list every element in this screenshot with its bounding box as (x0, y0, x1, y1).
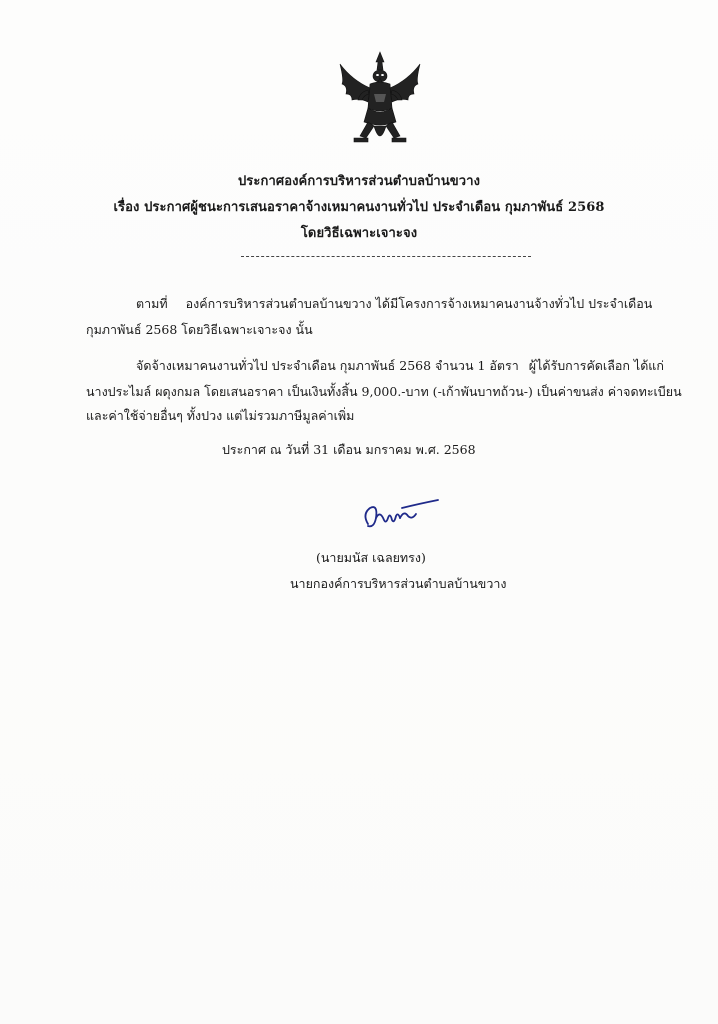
handwritten-signature-icon (358, 496, 448, 536)
subject-line: เรื่อง ประกาศผู้ชนะการเสนอราคาจ้างเหมาคนงานทั่วไป ประจำเดือน กุมภาพันธ์ 2568 (113, 200, 605, 215)
paragraph-1-text: องค์การบริหารส่วนตำบลบ้านขวาง ได้มีโครงการจ้างเหมาคนงานจ้างทั่วไป ประจำเดือน (185, 296, 653, 311)
paragraph-2-text-a: จัดจ้างเหมาคนงานทั่วไป ประจำเดือน กุมภาพันธ์ 2568 จำนวน 1 อัตรา (136, 358, 519, 373)
paragraph-1-lead: ตามที่ (136, 296, 168, 311)
method-line: โดยวิธีเฉพาะเจาะจง (300, 226, 418, 241)
divider-line (241, 256, 531, 257)
signatory-name: (นายมนัส เฉลยทรง) (316, 550, 426, 565)
signatory-position: นายกองค์การบริหารส่วนตำบลบ้านขวาง (290, 576, 507, 591)
org-title: ประกาศองค์การบริหารส่วนตำบลบ้านขวาง (237, 174, 481, 189)
garuda-emblem-icon (334, 50, 426, 150)
paragraph-2-line-1 (136, 358, 664, 374)
paragraph-2-text-b: ผู้ได้รับการคัดเลือก ได้แก่ (528, 358, 664, 373)
paragraph-2-line-2: นางประไมล์ ผดุงกมล โดยเสนอราคา เป็นเงินทั้งสิ้น 9,000.-บาท (-เก้าพันบาทถ้วน-) เป็นค่าขนส่ง ค่าจดทะเบียน (86, 384, 682, 399)
paragraph-2-line-3: และค่าใช้จ่ายอื่นๆ ทั้งปวง แต่ไม่รวมภาษีมูลค่าเพิ่ม (86, 408, 355, 423)
paragraph-1-line-1 (136, 296, 652, 312)
paragraph-1-line-2: กุมภาพันธ์ 2568 โดยวิธีเฉพาะเจาะจง นั้น (86, 322, 313, 337)
announce-date: ประกาศ ณ วันที่ 31 เดือน มกราคม พ.ศ. 2568 (222, 442, 476, 457)
